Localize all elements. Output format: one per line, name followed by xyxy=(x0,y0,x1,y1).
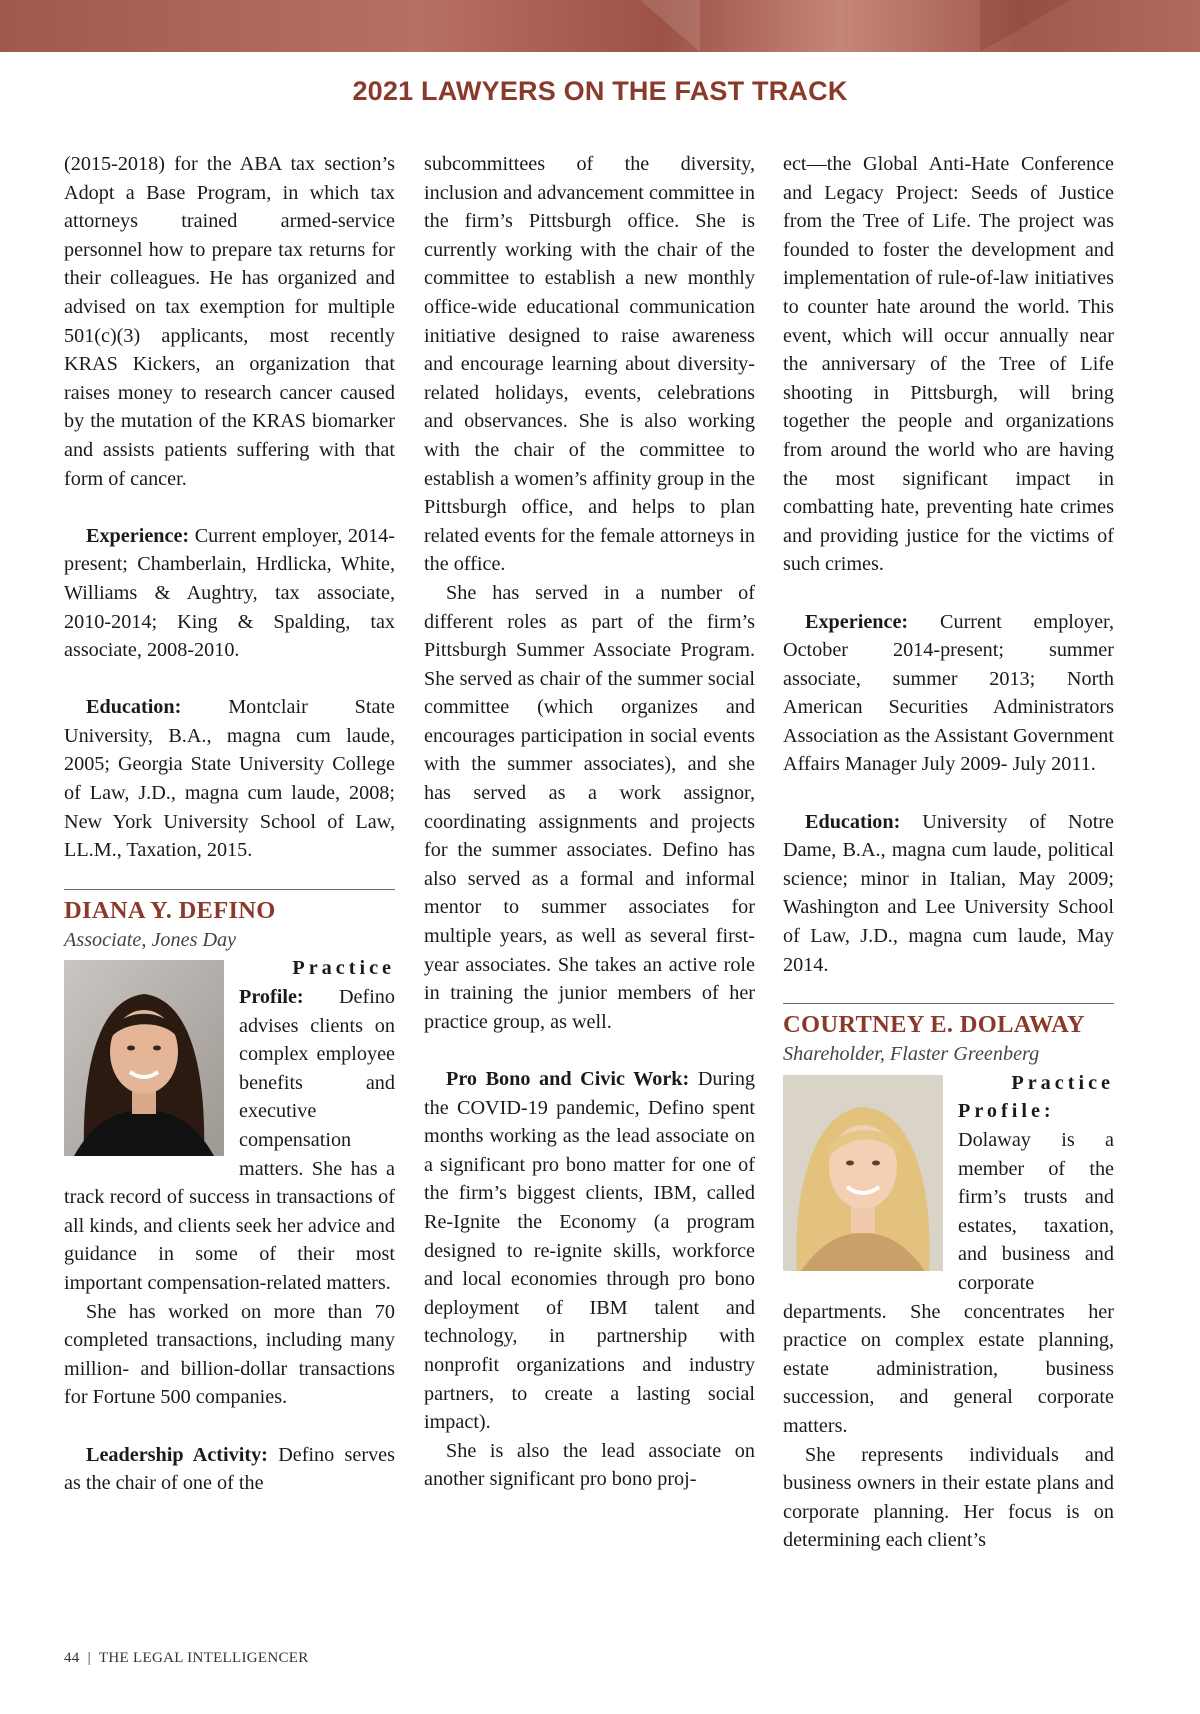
publication-name: THE LEGAL INTELLIGENCER xyxy=(98,1650,309,1666)
page-footer xyxy=(64,1650,309,1667)
section-divider xyxy=(783,1003,1114,1004)
probono-paragraph xyxy=(424,1065,755,1437)
profile-title: Shareholder, Flaster Greenberg xyxy=(783,1043,1040,1066)
experience-label: Experience: xyxy=(86,524,190,547)
education-label: Education: xyxy=(805,810,901,833)
practice-text: Defino advises clients on complex employee benefits and executive compensation matters. She has a track record of success in transactions of all kinds, and clients seek her advice and guidance in some of their most important compensation-related matters. xyxy=(64,986,395,1294)
experience-label: Experience: xyxy=(805,610,909,633)
body-paragraph: (2015-2018) for the ABA tax section’s Adopt a Base Program, in which tax attorneys trained armed-service personnel how to prepare tax returns for their colleagues. He has organized and advised on tax exemption for multiple 501(c)(3) applicants, most recently KRAS Kickers, an organization that raises money to research cancer caused by the mutation of the KRAS biomarker and assists patients suffering with that form of cancer. xyxy=(64,153,395,490)
page-title: 2021 LAWYERS ON THE FAST TRACK xyxy=(352,76,848,106)
practice-label-cont: Profile: xyxy=(239,986,304,1009)
column-3 xyxy=(783,150,1114,1555)
profile-photo xyxy=(64,960,224,1156)
body-paragraph: She is also the lead associate on another significant pro bono proj- xyxy=(424,1439,755,1491)
practice-label: Practice xyxy=(1011,1071,1114,1094)
profile-name: DIANA Y. DEFINO xyxy=(64,896,276,924)
experience-paragraph xyxy=(64,522,395,665)
section-divider xyxy=(64,889,395,890)
profile-name: COURTNEY E. DOLAWAY xyxy=(783,1011,1085,1039)
education-text: Montclair State University, B.A., magna cum laude, 2005; Georgia State University College of Law, J.D., magna cum laude, 2008; New York University School of Law, LL.M., Taxation, 2015. xyxy=(64,696,395,862)
education-paragraph xyxy=(64,693,395,865)
education-label: Education: xyxy=(86,696,182,719)
experience-text: Current employer, 2014-present; Chamberlain, Hrdlicka, White, Williams & Aughtry, tax associate, 2010-2014; King & Spalding, tax associate, 2008-2010. xyxy=(64,524,395,662)
band-shard xyxy=(980,0,1070,52)
education-text: University of Notre Dame, B.A., magna cum laude, political science; minor in Italian, May 2009; Washington and Lee University School of Law, J.D., magna cum laude, May 2014. xyxy=(783,810,1114,976)
top-decorative-band xyxy=(0,0,1200,52)
body-paragraph: She represents individuals and business owners in their estate plans and corporate planning. Her focus is on determining each client’s xyxy=(783,1443,1114,1552)
column-2 xyxy=(424,150,755,1494)
band-shard xyxy=(640,0,700,52)
practice-paragraph xyxy=(64,954,395,1297)
leadership-paragraph xyxy=(64,1441,395,1498)
profile-title: Associate, Jones Day xyxy=(64,928,237,951)
body-paragraph: subcommittees of the diversity, inclusion and advancement committee in the firm’s Pittsburgh office. She is currently working with the chair of the committee to establish a new monthly office-wide educational communication initiative designed to raise awareness and encourage learning about diversity-related holidays, events, celebrations and observances. She is also working with the chair of the committee to establish a women’s affinity group in the Pittsburgh office, and helps to plan related events for the female attorneys in the office. xyxy=(424,153,755,576)
practice-text: Dolaway is a member of the firm’s trusts and estates, taxation, and business and corporate departments. She concentrates her practice on complex estate planning, estate administration, business succession, and general corporate matters. xyxy=(783,1129,1114,1437)
practice-paragraph xyxy=(783,1069,1114,1441)
column-1 xyxy=(64,150,395,1498)
experience-paragraph xyxy=(783,608,1114,780)
page-number: 44 xyxy=(64,1650,80,1666)
experience-text: Current employer, October 2014-present; summer associate, summer 2013; North American Securities Administrators Association as the Assistant Government Affairs Manager July 2009- July 2011. xyxy=(783,610,1115,776)
leadership-text: Defino serves as the chair of one of the xyxy=(64,1443,395,1495)
footer-separator: | xyxy=(87,1650,91,1666)
probono-label: Pro Bono and Civic Work: xyxy=(446,1068,690,1090)
profile-photo xyxy=(783,1075,943,1271)
body-paragraph: ect—the Global Anti-Hate Conference and Legacy Project: Seeds of Justice from the Tree of Life. The project was founded to foster the development and implementation of rule-of-law initiatives to counter hate around the world. This event, which will occur annually near the anniversary of the Tree of Life shooting in Pittsburgh, will bring together the people and organizations from around the world who are having the most significant impact in combatting hate, preventing hate crimes and providing justice for the victims of such crimes. xyxy=(783,153,1114,576)
body-paragraph: She has worked on more than 70 completed transactions, including many million- and billion-dollar transactions for Fortune 500 companies. xyxy=(64,1300,395,1409)
education-paragraph xyxy=(783,808,1114,980)
probono-text: During the COVID-19 pandemic, Defino spent months working as the lead associate on a significant pro bono matter for one of the firm’s biggest clients, IBM, called Re-Ignite the Economy (a program designed to re-ignite skills, workforce and local economies through pro bono deployment of IBM talent and technology, in partnership with nonprofit organizations and industry partners, to create a lasting social impact). xyxy=(424,1068,756,1434)
practice-label: Practice xyxy=(292,957,395,980)
practice-label-cont: Profile: xyxy=(958,1100,1055,1123)
leadership-label: Leadership Activity: xyxy=(86,1443,268,1466)
body-paragraph: She has served in a number of different roles as part of the firm’s Pittsburgh Summer Associate Program. She served as chair of the summer social committee (which organizes and encourages participation in social events with the summer associates), and she has served as a work assignor, coordinating assignments and projects for the summer associates. Defino has also served as a formal and informal mentor to summer associates for multiple years, as well as several first-year associates. She takes an active role in training the junior members of her practice group, as well. xyxy=(424,581,755,1033)
